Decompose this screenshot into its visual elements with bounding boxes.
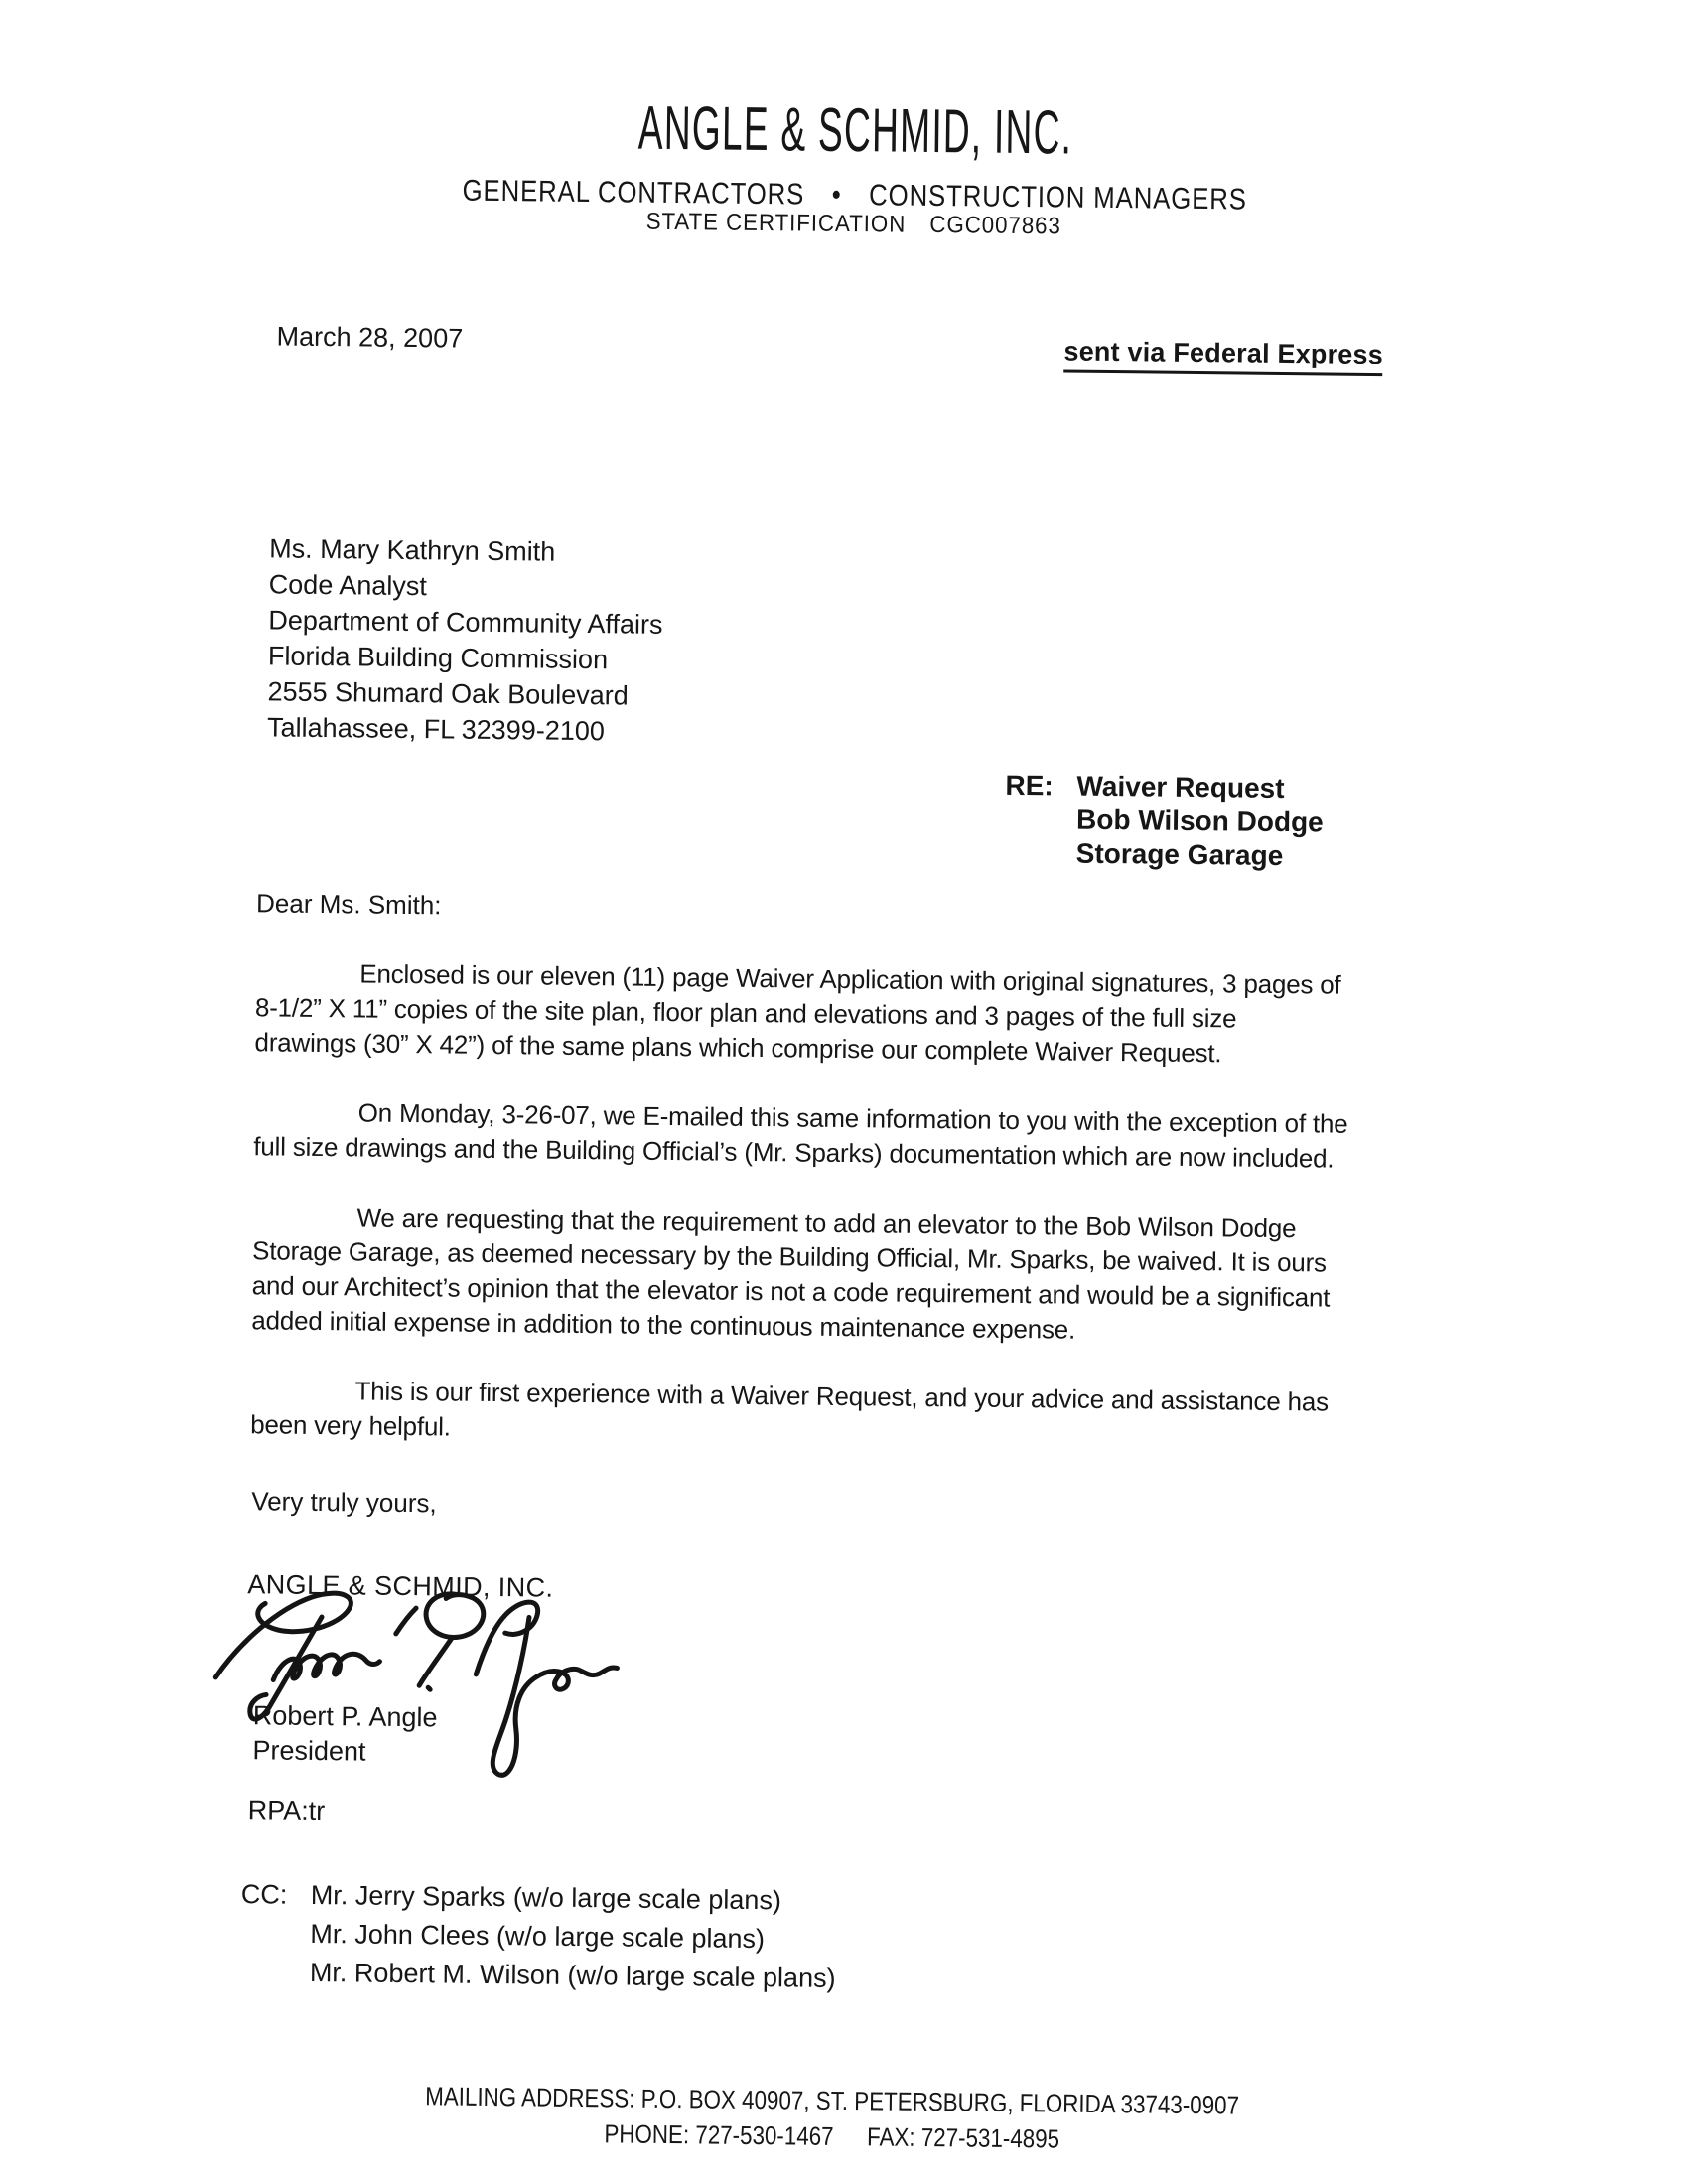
signer-name: Robert P. Angle [252, 1700, 438, 1733]
footer-mailing-address: MAILING ADDRESS: P.O. BOX 40907, ST. PETERSBURG, FLORIDA 33743-0907 [425, 2081, 1240, 2120]
body-paragraph: This is our first experience with a Waiver Request, and your advice and assistance has been very helpful. [249, 1376, 1330, 1442]
cc-list [310, 1876, 837, 1998]
letter-date: March 28, 2007 [276, 321, 464, 354]
valediction: Very truly yours, [251, 1486, 437, 1519]
recipient-line: Code Analyst [268, 569, 428, 602]
signer-title: President [252, 1735, 366, 1767]
subject-line: Waiver Request [1076, 770, 1285, 804]
letterhead-company-name: ANGLE & SCHMID, INC. [636, 93, 1073, 168]
subject-line: Storage Garage [1075, 837, 1284, 872]
footer-phone-fax: PHONE: 727-530-1467 FAX: 727-531-4895 [604, 2118, 1060, 2154]
cc-block [240, 1875, 837, 1998]
cc-entry: Mr. John Clees (w/o large scale plans) [310, 1918, 766, 1955]
body-paragraph: On Monday, 3-26-07, we E-mailed this same information to you with the exception of the full size drawings and the Building Official’s (Mr. Sparks) documentation which are now included. [253, 1097, 1348, 1174]
recipient-address [267, 530, 664, 749]
recipient-line: Florida Building Commission [267, 641, 609, 675]
subject-lines [1076, 770, 1325, 874]
closing-company-name: ANGLE & SCHMID, INC. [247, 1569, 554, 1603]
typist-reference: RPA:tr [247, 1795, 326, 1826]
body-paragraph: We are requesting that the requirement to add an elevator to the Bob Wilson Dodge Storage Garage, as deemed necessary by the Building Official, Mr. Sparks, be waived. It is ours and our Architect’s opinion that the elevator is not a code requirement and would be a significant added initial expense in addition to the continuous maintenance expense. [251, 1202, 1331, 1345]
cc-entry: Mr. Robert M. Wilson (w/o large scale plans) [309, 1957, 836, 1993]
recipient-line: Department of Community Affairs [268, 605, 663, 640]
salutation: Dear Ms. Smith: [255, 888, 442, 921]
letterhead-tagline: GENERAL CONTRACTORS • CONSTRUCTION MANAGERS [461, 174, 1247, 217]
subject-block [1005, 769, 1325, 874]
letterhead [11, 85, 1688, 175]
cc-entry: Mr. Jerry Sparks (w/o large scale plans) [310, 1879, 782, 1916]
body-paragraph: Enclosed is our eleven (11) page Waiver Application with original signatures, 3 pages of 8-1/2” X 11” copies of the site plan, floor plan and elevations and 3 pages of the full size drawings (30” X 42”) of the same plans which comprise our complete Waiver Request. [254, 958, 1341, 1069]
letter-body [250, 955, 1487, 1491]
recipient-line: 2555 Shumard Oak Boulevard [267, 676, 629, 711]
recipient-line: Ms. Mary Kathryn Smith [269, 533, 556, 567]
recipient-line: Tallahassee, FL 32399-2100 [266, 712, 606, 747]
subject-line: Bob Wilson Dodge [1075, 803, 1324, 838]
letterhead-certification: STATE CERTIFICATION CGC007863 [645, 208, 1062, 240]
delivery-method: sent via Federal Express [1063, 336, 1383, 376]
cc-label: CC: [240, 1879, 288, 1910]
subject-label: RE: [1005, 769, 1054, 801]
